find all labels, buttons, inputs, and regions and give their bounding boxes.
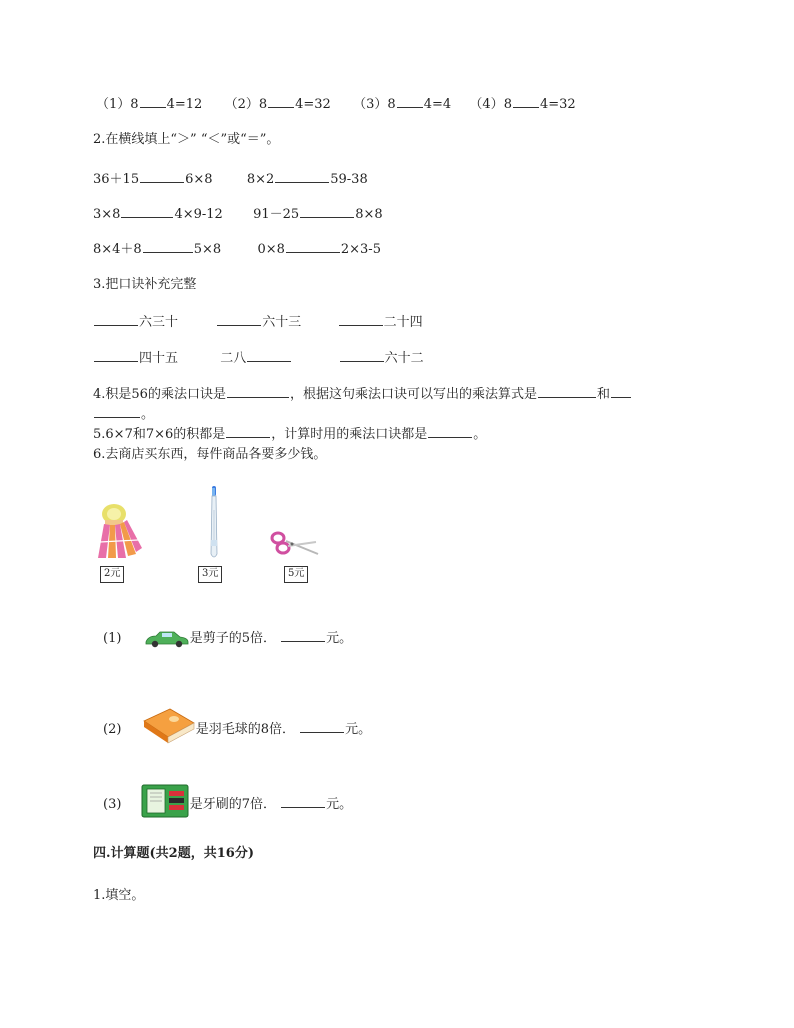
q3-r1-text2: 六十三 bbox=[262, 315, 302, 330]
q1-item-1-b: 4=12 bbox=[166, 97, 203, 112]
q2-r2-right1: 4×9-12 bbox=[174, 207, 223, 222]
scissors-icon bbox=[270, 528, 320, 558]
q1-item-1-a: 8 bbox=[130, 97, 139, 112]
q2-r1-right1: 6×8 bbox=[185, 172, 213, 187]
q6-sub-1 bbox=[103, 629, 352, 648]
q1-item-4-b: 4=32 bbox=[539, 97, 576, 112]
q1-item-2-b: 4=32 bbox=[295, 97, 331, 112]
q6-title: 6.去商店买东西，每件商品各要多少钱。 bbox=[93, 447, 327, 462]
q2-row-2 bbox=[93, 205, 383, 224]
q2-r3-left1: 8×4＋8 bbox=[93, 242, 142, 257]
q3-r2-blank1[interactable] bbox=[94, 349, 138, 362]
q6-sub-2-unit: 元。 bbox=[345, 722, 372, 737]
toothbrush-icon bbox=[204, 484, 224, 564]
q5-blank1[interactable] bbox=[226, 425, 270, 438]
q1-item-2-num: （2） bbox=[224, 97, 259, 112]
q4-blank3b[interactable] bbox=[94, 405, 140, 418]
q2-r3-blank1[interactable] bbox=[143, 240, 193, 253]
q5-blank2[interactable] bbox=[428, 425, 472, 438]
q2-r2-right2: 8×8 bbox=[355, 207, 383, 222]
q6-sub-2-num: (2) bbox=[103, 722, 122, 737]
q2-r1-blank1[interactable] bbox=[140, 170, 184, 183]
price-label-scissors: 5元 bbox=[284, 566, 308, 583]
q3-row-1 bbox=[93, 313, 423, 332]
q6-sub-3-text: 是牙刷的7倍． bbox=[189, 797, 276, 812]
q1-item-3-blank[interactable] bbox=[397, 95, 423, 108]
q4-blank2[interactable] bbox=[538, 385, 596, 398]
s4-q1-text: 1.填空。 bbox=[93, 888, 145, 903]
shuttlecock-icon bbox=[96, 500, 146, 562]
q4-line bbox=[93, 385, 632, 404]
book-icon bbox=[140, 707, 196, 747]
q4-text1: 4.积是56的乘法口诀是 bbox=[93, 387, 226, 402]
q3-r1-blank1[interactable] bbox=[94, 313, 138, 326]
price-label-shuttlecock: 2元 bbox=[100, 566, 124, 583]
q3-r2-text3: 六十二 bbox=[384, 351, 424, 366]
q6-sub-3-num: (3) bbox=[103, 797, 122, 812]
q6-sub-2-text: 是羽毛球的8倍． bbox=[195, 722, 295, 737]
q3-r1-text3: 二十四 bbox=[383, 315, 423, 330]
toy-car-icon bbox=[144, 630, 190, 648]
q1-item-3-num: （3） bbox=[353, 97, 388, 112]
q1-item-2-blank[interactable] bbox=[268, 95, 294, 108]
q3-r2-text2: 二八 bbox=[220, 351, 247, 366]
q2-r3-right1: 5×8 bbox=[193, 242, 222, 257]
q1-item-4-num: （4） bbox=[469, 97, 504, 112]
price-label-toothbrush: 3元 bbox=[198, 566, 222, 583]
q3-r2-text1: 四十五 bbox=[139, 351, 179, 366]
q5-line bbox=[93, 425, 486, 444]
q3-r2-blank2[interactable] bbox=[247, 349, 291, 362]
q2-r3-left2: 0×8 bbox=[257, 242, 285, 257]
q5-text2: ，计算时用的乘法口诀都是 bbox=[271, 427, 428, 442]
q6-sub-3-unit: 元。 bbox=[326, 797, 353, 812]
q6-sub-1-text: 是剪子的5倍． bbox=[189, 631, 276, 646]
q3-r1-blank2[interactable] bbox=[217, 313, 261, 326]
q6-sub-2 bbox=[103, 707, 371, 747]
q1-row bbox=[96, 95, 576, 114]
q6-sub-3-blank[interactable] bbox=[281, 795, 325, 808]
q2-r2-left2: 91－25 bbox=[253, 207, 300, 222]
q2-r3-blank2[interactable] bbox=[286, 240, 340, 253]
q2-row-3 bbox=[93, 240, 381, 259]
q3-r2-blank3[interactable] bbox=[340, 349, 384, 362]
q2-r2-blank1[interactable] bbox=[121, 205, 173, 218]
q1-item-3-b: 4=4 bbox=[423, 97, 452, 112]
pencil-case-icon bbox=[140, 783, 190, 819]
q2-r1-blank2[interactable] bbox=[275, 170, 329, 183]
q6-sub-1-unit: 元。 bbox=[326, 631, 353, 646]
q2-r1-right2: 59-38 bbox=[330, 172, 368, 187]
q3-title: 3.把口诀补充完整 bbox=[93, 277, 197, 292]
q1-item-4-blank[interactable] bbox=[513, 95, 539, 108]
q3-row-2 bbox=[93, 349, 424, 368]
q4-line-2 bbox=[93, 405, 154, 424]
q1-item-3-a: 8 bbox=[387, 97, 396, 112]
q2-r3-right2: 2×3-5 bbox=[340, 242, 381, 257]
q2-r1-left1: 36＋15 bbox=[93, 172, 140, 187]
q4-text3: 和 bbox=[596, 387, 610, 402]
q6-sub-2-blank[interactable] bbox=[300, 720, 344, 733]
q2-title: 2.在横线填上“＞” “＜”或“＝”。 bbox=[93, 132, 280, 147]
q2-r1-left2: 8×2 bbox=[246, 172, 275, 187]
q1-item-1-num: （1） bbox=[96, 97, 131, 112]
q4-blank1[interactable] bbox=[227, 385, 289, 398]
q6-sub-3 bbox=[103, 783, 352, 819]
section-4-title: 四.计算题(共2题，共16分) bbox=[93, 846, 254, 861]
q2-row-1 bbox=[93, 170, 368, 189]
q1-item-4-a: 8 bbox=[503, 97, 512, 112]
q3-r1-blank3[interactable] bbox=[339, 313, 383, 326]
q6-sub-1-blank[interactable] bbox=[281, 629, 325, 642]
q3-r1-text1: 六三十 bbox=[139, 315, 179, 330]
q4-end: 。 bbox=[141, 407, 155, 422]
q2-r2-left1: 3×8 bbox=[93, 207, 121, 222]
q4-text2: ，根据这句乘法口诀可以写出的乘法算式是 bbox=[289, 387, 537, 402]
q1-item-1-blank[interactable] bbox=[140, 95, 166, 108]
q4-blank3a[interactable] bbox=[611, 385, 631, 398]
q6-sub-1-num: (1) bbox=[103, 631, 122, 646]
q1-item-2-a: 8 bbox=[258, 97, 268, 112]
q5-end: 。 bbox=[473, 427, 487, 442]
q2-r2-blank2[interactable] bbox=[300, 205, 354, 218]
q5-text1: 5.6×7和7×6的积都是 bbox=[93, 427, 226, 442]
